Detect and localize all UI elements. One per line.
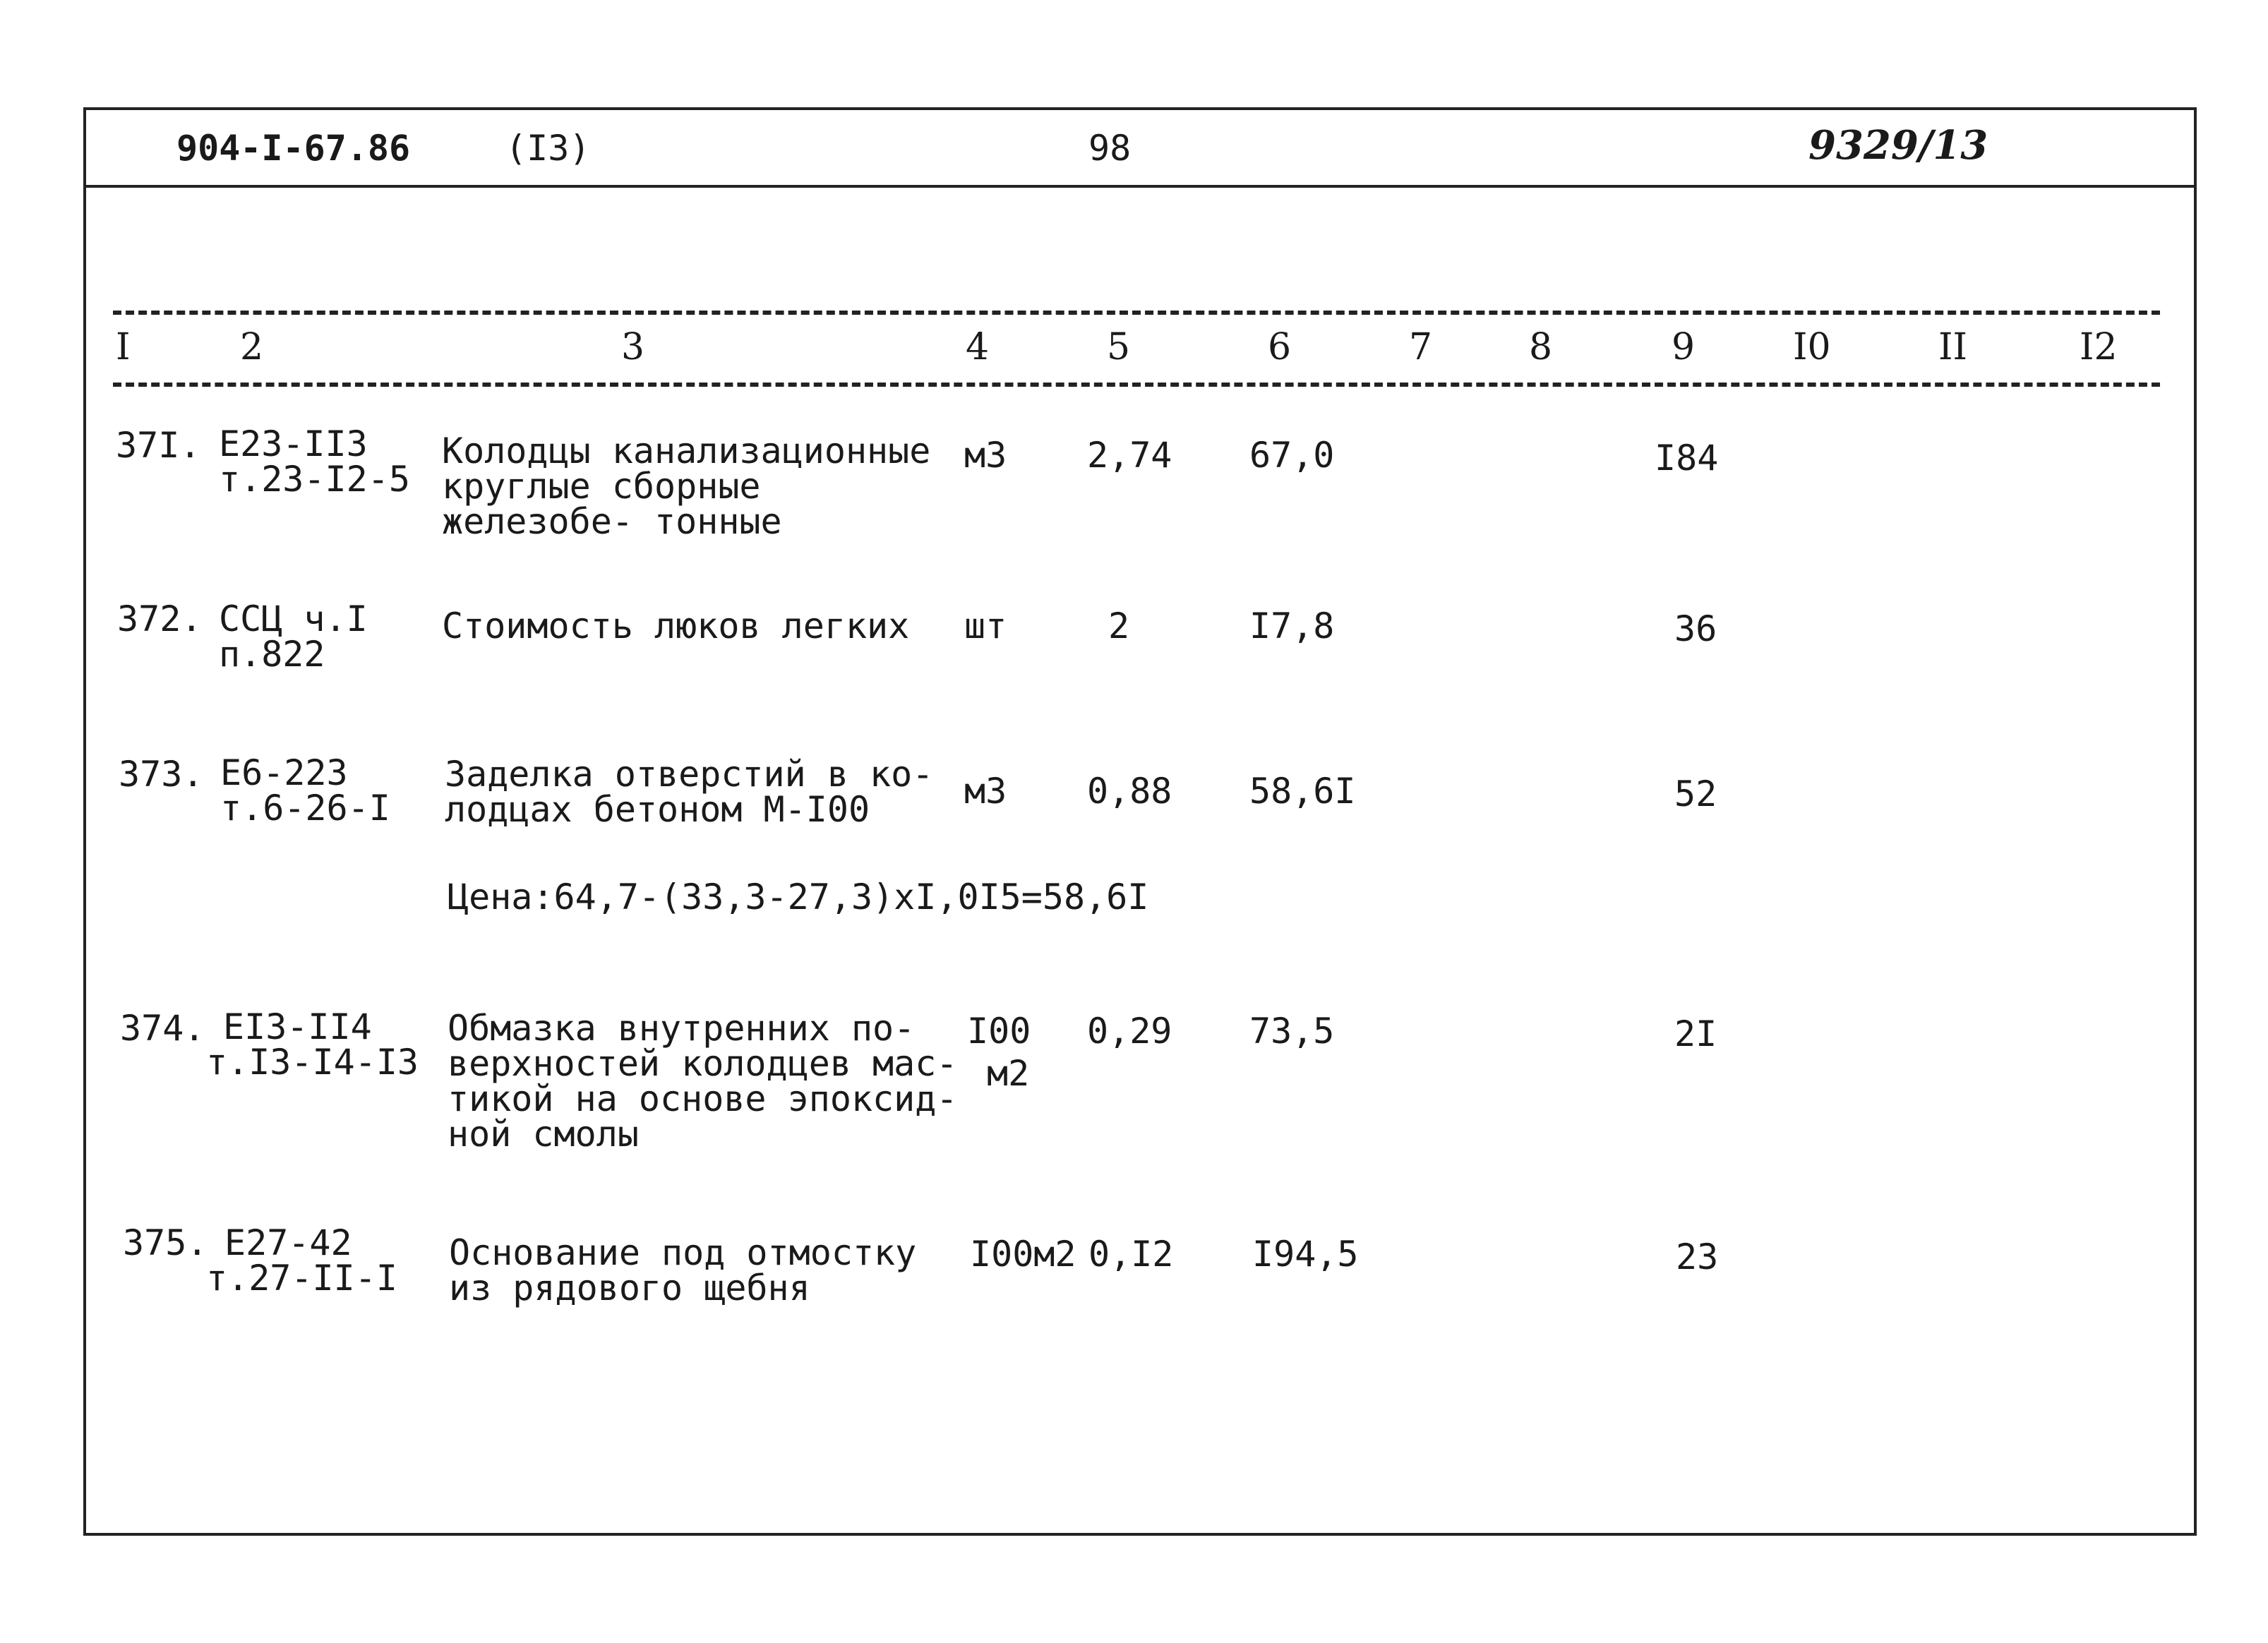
total-cost: 2I bbox=[1674, 1013, 1717, 1054]
col-header-6: 6 bbox=[1268, 326, 1292, 368]
page-number: 98 bbox=[1088, 128, 1132, 169]
doc-code: 904-I-67.86 bbox=[176, 128, 411, 169]
col-header-3: 3 bbox=[621, 326, 645, 368]
unit-price: 67,0 bbox=[1249, 435, 1335, 476]
unit-line2: м2 bbox=[987, 1053, 1030, 1094]
unit: шт bbox=[964, 606, 1007, 646]
total-cost: 36 bbox=[1674, 608, 1717, 649]
norm-table: п.822 bbox=[219, 634, 325, 675]
col-header-5: 5 bbox=[1107, 326, 1131, 368]
work-description: Стоимость люков легких bbox=[442, 606, 910, 646]
quantity: 2,74 bbox=[1087, 435, 1172, 476]
norm-code: ССЦ ч.I bbox=[219, 598, 368, 639]
total-cost: 52 bbox=[1674, 774, 1717, 814]
row-number: 37I. bbox=[116, 425, 201, 466]
quantity: 2 bbox=[1108, 606, 1130, 646]
col-header-7: 7 bbox=[1409, 326, 1433, 368]
unit-price: I7,8 bbox=[1249, 606, 1335, 646]
unit-price: 58,6I bbox=[1249, 771, 1356, 812]
col-header-12: I2 bbox=[2080, 326, 2118, 368]
work-description: Заделка отверстий в ко- лодцах бетоном М-I00 bbox=[445, 754, 934, 830]
work-description: Колодцы канализационные круглые сборные железобе- тонные bbox=[442, 431, 931, 542]
unit: м3 bbox=[964, 435, 1007, 476]
work-description: Основание под отмостку из рядового щебня bbox=[449, 1232, 917, 1308]
unit: I00м2 bbox=[970, 1234, 1076, 1275]
col-header-8: 8 bbox=[1529, 326, 1553, 368]
row-number: 373. bbox=[119, 754, 204, 795]
quantity: 0,29 bbox=[1087, 1011, 1172, 1052]
norm-code: E27-42 bbox=[224, 1222, 352, 1263]
quantity: 0,I2 bbox=[1088, 1234, 1174, 1275]
norm-table: т.6-26-I bbox=[220, 788, 390, 829]
norm-code: EI3-II4 bbox=[223, 1006, 372, 1047]
col-header-11: II bbox=[1938, 326, 1968, 368]
total-cost: I84 bbox=[1655, 438, 1719, 479]
norm-code: E23-II3 bbox=[219, 423, 368, 464]
unit: м3 bbox=[964, 771, 1007, 812]
price-calculation-note: Цена:64,7-(33,3-27,3)хI,0I5=58,6I bbox=[448, 877, 1149, 917]
unit-price: I94,5 bbox=[1252, 1234, 1359, 1275]
row-number: 372. bbox=[117, 598, 203, 639]
table-header-bottom-rule bbox=[113, 383, 2160, 387]
header-divider bbox=[83, 185, 2197, 188]
norm-table: т.I3-I4-I3 bbox=[206, 1042, 419, 1083]
col-header-2: 2 bbox=[240, 326, 264, 368]
norm-table: т.27-II-I bbox=[206, 1258, 397, 1299]
col-header-4: 4 bbox=[966, 326, 990, 368]
row-number: 375. bbox=[123, 1222, 208, 1263]
quantity: 0,88 bbox=[1087, 771, 1172, 812]
total-cost: 23 bbox=[1676, 1236, 1719, 1277]
unit-price: 73,5 bbox=[1249, 1011, 1335, 1052]
work-description: Обмазка внутренних по- верхностей колодцев мас- тикой на основе эпоксид- ной смолы bbox=[448, 1008, 958, 1155]
col-header-1: I bbox=[116, 326, 131, 368]
col-header-10: I0 bbox=[1793, 326, 1831, 368]
page-frame bbox=[83, 107, 2197, 1536]
col-header-9: 9 bbox=[1672, 326, 1696, 368]
norm-table: т.23-I2-5 bbox=[219, 459, 410, 500]
table-header-top-rule bbox=[113, 311, 2160, 315]
part-number: (I3) bbox=[505, 128, 591, 169]
row-number: 374. bbox=[120, 1008, 205, 1049]
norm-code: E6-223 bbox=[220, 752, 348, 793]
sheet-number: 9329/13 bbox=[1808, 122, 1988, 169]
unit: I00 bbox=[967, 1011, 1031, 1052]
